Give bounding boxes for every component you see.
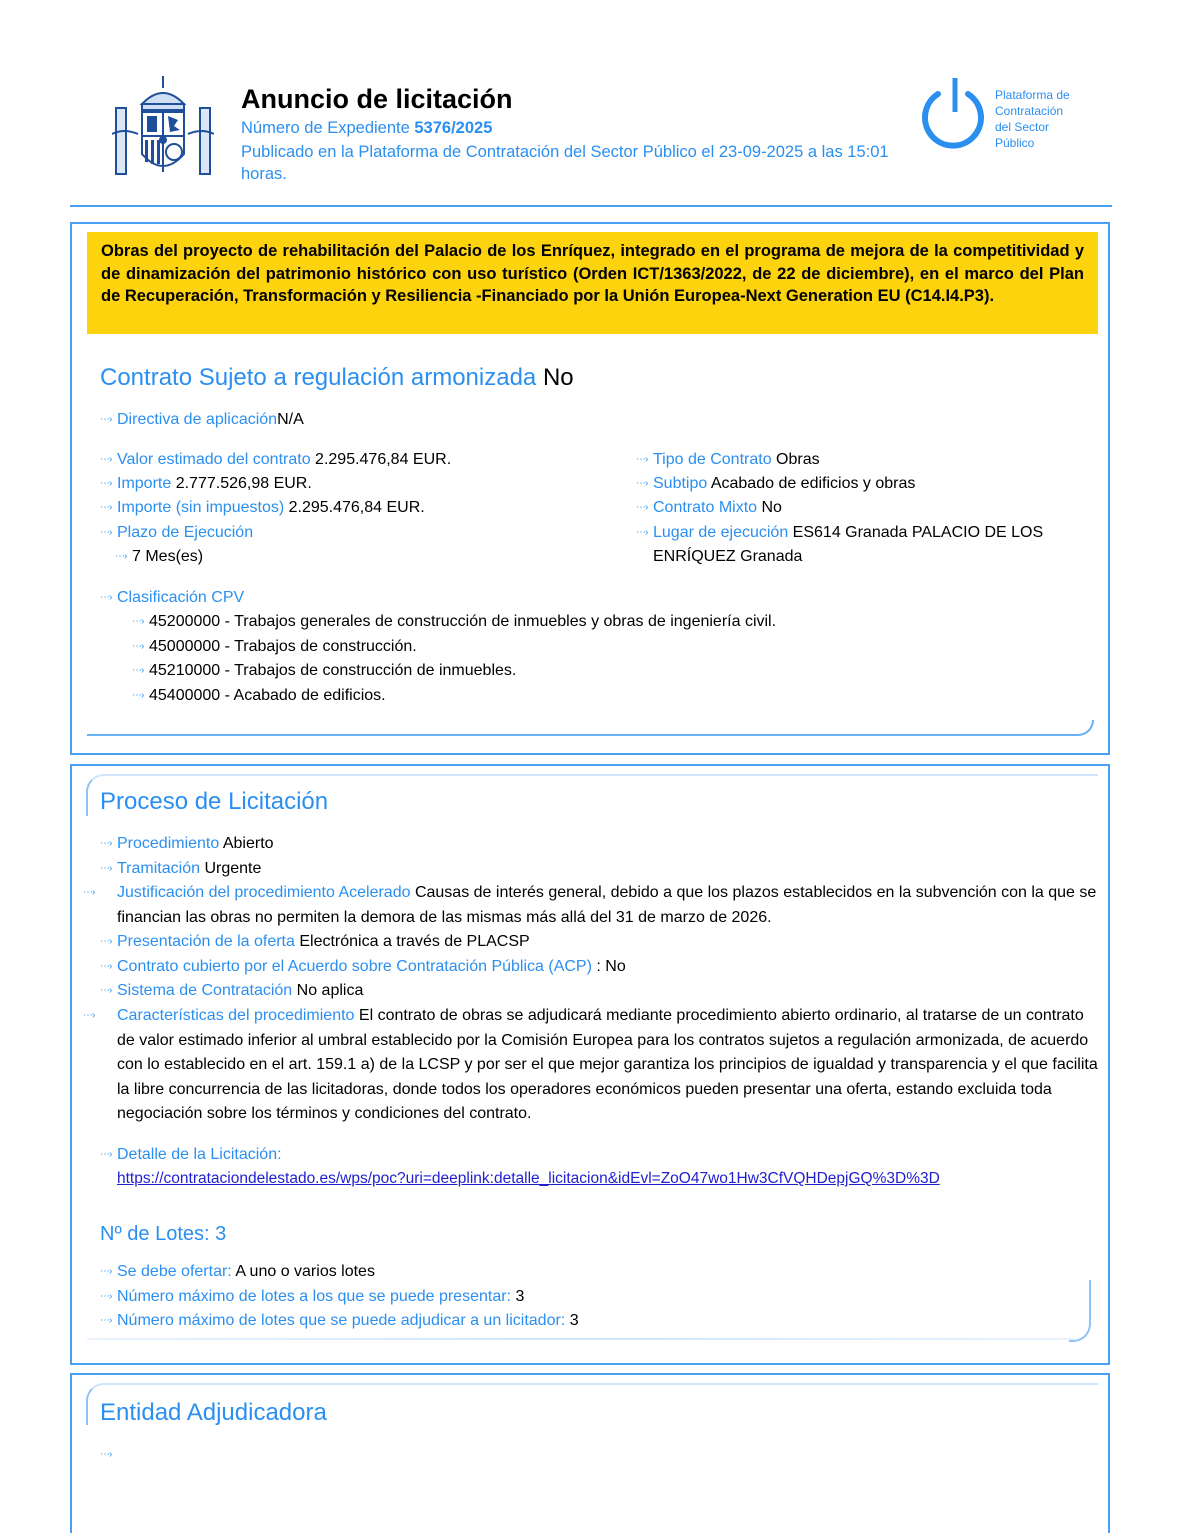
process-section [70, 764, 1110, 1365]
lots-title: Nº de Lotes: 3 [100, 1223, 227, 1245]
field-row [100, 857, 261, 882]
field-row [100, 1309, 579, 1334]
expediente-label: Número de Expediente [241, 119, 410, 137]
field-value: Obras [776, 451, 820, 468]
decorative-curve [1069, 1280, 1091, 1342]
field-row [100, 1285, 524, 1310]
field-row [100, 472, 312, 497]
dotted-arrow-icon: ⋯› [115, 551, 127, 562]
harmonized-label: Contrato Sujeto a regulación armonizada [100, 364, 537, 391]
cpv-text: 45000000 - Trabajos de construcción. [149, 638, 417, 655]
field-label: Características del procedimiento [117, 1007, 355, 1024]
expediente-number: 5376/2025 [414, 119, 493, 137]
field-row [636, 472, 915, 497]
field-value: 3 [569, 1312, 579, 1329]
field-label: Importe [117, 475, 172, 492]
field-value: 2.777.526,98 EUR. [175, 475, 312, 492]
dotted-arrow-icon: ⋯› [100, 1291, 112, 1302]
field-label: Subtipo [653, 475, 708, 492]
dotted-arrow-icon: ⋯› [132, 690, 144, 701]
field-row [100, 521, 253, 546]
field-value: N/A [277, 411, 304, 428]
field-row [100, 1260, 375, 1285]
header-divider [70, 205, 1112, 207]
dotted-arrow-icon: ⋯› [100, 414, 112, 425]
field-label: Clasificación CPV [117, 589, 245, 606]
dotted-arrow-icon: ⋯› [100, 527, 112, 538]
dotted-arrow-icon: ⋯› [100, 838, 112, 849]
field-row [100, 1443, 117, 1468]
cpv-item [132, 659, 516, 684]
field-value: El contrato de obras se adjudicará mediante procedimiento abierto ordinario, al tratarse de un contrato de valor estimado inferior al umbral establecido por la Comisión Europea para los contratos sujetos a regulación armonizada, de acuerdo con lo establecido en el art. 159.1 a) de la LCSP y por ser el que mejor garantiza los principios de igualdad y transparencia y el que facilita la libre concurrencia de las licitadoras, donde todos los operadores económicos pueden presentar una oferta, estando excluida toda negociación sobre los términos y condiciones del contrato. [117, 1007, 1098, 1122]
power-icon [918, 76, 988, 156]
decorative-line [87, 1338, 1077, 1340]
platform-logo-line: Plataforma de [995, 88, 1070, 102]
dotted-arrow-icon: ⋯› [100, 1315, 112, 1326]
field-label: Detalle de la Licitación: [117, 1146, 282, 1163]
detail-label-row [100, 1143, 282, 1168]
section-title: Entidad Adjudicadora [100, 1399, 327, 1426]
field-label: Se debe ofertar: [117, 1263, 232, 1280]
field-label: Justificación del procedimiento Acelerado [117, 884, 411, 901]
field-value: 2.295.476,84 EUR. [288, 499, 425, 516]
dotted-arrow-icon: ⋯› [100, 985, 112, 996]
dotted-arrow-icon: ⋯› [636, 527, 648, 538]
page-title: Anuncio de licitación [241, 84, 513, 114]
dotted-arrow-icon: ⋯› [636, 478, 648, 489]
dotted-arrow-icon: ⋯› [100, 502, 112, 513]
field-value: No aplica [296, 982, 364, 999]
field-label: Lugar de ejecución [653, 524, 789, 541]
platform-logo-line: Público [995, 136, 1035, 150]
field-label: Directiva de aplicación [117, 411, 278, 428]
field-row [636, 496, 782, 521]
decorative-curve [87, 720, 1094, 736]
platform-logo-text [995, 87, 1070, 151]
field-row [100, 955, 626, 980]
cpv-text: 45400000 - Acabado de edificios. [149, 687, 386, 704]
cpv-label-row [100, 586, 244, 611]
dotted-arrow-icon: ⋯› [132, 665, 144, 676]
field-row [636, 521, 1043, 546]
expediente-line [241, 119, 492, 138]
spain-coat-of-arms-icon [112, 74, 214, 184]
field-label: Número máximo de lotes que se puede adjudicar a un licitador: [117, 1312, 566, 1329]
field-value: 3 [515, 1288, 525, 1305]
field-value: A uno o varios lotes [235, 1263, 375, 1280]
dotted-arrow-icon: ⋯› [100, 454, 112, 465]
dotted-arrow-icon: ⋯› [100, 961, 112, 972]
publication-info: Publicado en la Plataforma de Contratación del Sector Público el 23-09-2025 a las 15:01 horas. [241, 143, 889, 183]
field-row [100, 832, 274, 857]
cpv-item [132, 610, 776, 635]
dotted-arrow-icon: ⋯› [100, 1149, 112, 1160]
dotted-arrow-icon: ⋯› [100, 1266, 112, 1277]
dotted-arrow-icon: ⋯› [100, 863, 112, 874]
field-label: Contrato cubierto por el Acuerdo sobre Contratación Pública (ACP) [117, 958, 592, 975]
field-value: Causas de interés general, debido a que los plazos establecidos en la subvención con la que se financian las obras no permiten la demora de las mismas más allá del 31 de marzo de 2026. [117, 884, 1097, 926]
field-row [83, 1004, 1102, 1127]
cpv-item [132, 635, 417, 660]
field-label: Plazo de Ejecución [117, 524, 254, 541]
field-label: Presentación de la oferta [117, 933, 295, 950]
dotted-arrow-icon: ⋯› [83, 887, 95, 898]
dotted-arrow-icon: ⋯› [132, 616, 144, 627]
dotted-arrow-icon: ⋯› [132, 641, 144, 652]
field-row [636, 448, 820, 473]
dotted-arrow-icon: ⋯› [83, 1010, 95, 1021]
field-label: Contrato Mixto [653, 499, 758, 516]
field-row [100, 930, 530, 955]
field-value: Acabado de edificios y obras [710, 475, 916, 492]
field-value: 2.295.476,84 EUR. [315, 451, 452, 468]
entity-section [70, 1373, 1110, 1533]
field-row [100, 979, 363, 1004]
dotted-arrow-icon: ⋯› [100, 592, 112, 603]
cpv-item [132, 684, 386, 709]
field-row [100, 496, 425, 521]
field-value: Electrónica a través de PLACSP [299, 933, 530, 950]
field-value: Abierto [222, 835, 274, 852]
dotted-arrow-icon: ⋯› [636, 454, 648, 465]
field-label: Procedimiento [117, 835, 220, 852]
tender-detail-link[interactable]: https://contrataciondelestado.es/wps/poc?uri=deeplink:detalle_licitacion&idEvl=ZoO47wo1Hw3CfVQHDepjGQ%3D%3D [117, 1170, 940, 1187]
field-row [83, 881, 1102, 930]
plazo-value-row [115, 545, 203, 570]
field-value-continued: ENRÍQUEZ Granada [653, 548, 803, 565]
dotted-arrow-icon: ⋯› [100, 936, 112, 947]
field-value: No [761, 499, 782, 516]
field-label: Tipo de Contrato [653, 451, 772, 468]
field-row [100, 448, 451, 473]
field-label: Tramitación [117, 860, 200, 877]
directive-row [100, 408, 304, 433]
dotted-arrow-icon: ⋯› [100, 1449, 112, 1460]
field-label: Número máximo de lotes a los que se puede presentar: [117, 1288, 511, 1305]
harmonized-heading [100, 364, 574, 392]
cpv-text: 45210000 - Trabajos de construcción de inmuebles. [149, 662, 517, 679]
field-value: Urgente [204, 860, 262, 877]
platform-logo-line: del Sector [995, 120, 1050, 134]
dotted-arrow-icon: ⋯› [636, 502, 648, 513]
field-value: 7 Mes(es) [132, 548, 204, 565]
contract-section [70, 222, 1110, 755]
field-value: ES614 Granada PALACIO DE LOS [792, 524, 1044, 541]
harmonized-value: No [542, 364, 574, 391]
detail-link-row [117, 1167, 940, 1192]
field-label: Sistema de Contratación [117, 982, 293, 999]
dotted-arrow-icon: ⋯› [100, 478, 112, 489]
field-value: : No [596, 958, 626, 975]
contract-object-banner: Obras del proyecto de rehabilitación del Palacio de los Enríquez, integrado en el programa de mejora de la competitividad y de dinamización del patrimonio histórico con uso turístico (Orden ICT/1363/2022, de 22 de diciembre), en el marco del Plan de Recuperación, Transformación y Resiliencia -Financiado por la Unión Europea-Next Generation EU (C14.I4.P3). [87, 232, 1098, 334]
section-title: Proceso de Licitación [100, 788, 329, 815]
platform-logo-line: Contratación [995, 104, 1064, 118]
field-label: Valor estimado del contrato [117, 451, 311, 468]
field-label: Importe (sin impuestos) [117, 499, 285, 516]
document-header [0, 0, 1181, 206]
cpv-text: 45200000 - Trabajos generales de construcción de inmuebles y obras de ingeniería civil. [149, 613, 777, 630]
